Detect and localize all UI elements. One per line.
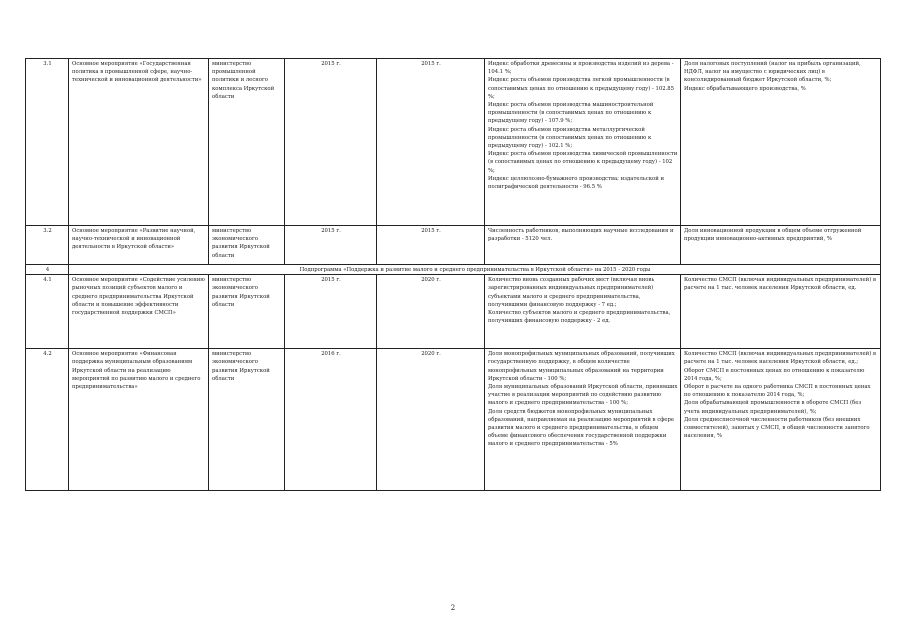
table-row xyxy=(26,275,881,349)
result-item: Индекс роста объемов производства легкой промышленности (в сопоставимых ценах по отношению к предыдущему году) - 102.85 %; xyxy=(488,77,674,100)
result-item: Индекс роста объемов производства химической промышленности (в сопоставимых ценах по отношению к предыдущему году) - 102 %; xyxy=(488,151,678,174)
executor: министерство экономического развития Иркутской области xyxy=(209,349,285,491)
event-name: Основное мероприятие «Содействие усилению рыночных позиций субъектов малого и среднего предпринимательства Иркутской области и повышение эффективности государственной поддержки СМСП» xyxy=(69,275,209,349)
indicator-item: Доля обрабатывающей промышленности в обороте СМСП (без учета индивидуальных предпринимателей), %; xyxy=(684,400,862,415)
result-item: Индекс обработки древесины и производства изделий из дерева - 104.1 %; xyxy=(488,61,674,76)
row-number: 4.2 xyxy=(26,349,69,491)
end-year: 2020 г. xyxy=(377,349,485,491)
end-year: 2020 г. xyxy=(377,275,485,349)
event-name: Основное мероприятие «Развитие научной, научно-технической и инновационной деятельности в Иркутской области» xyxy=(69,226,209,265)
event-name: Основное мероприятие «Финансовая поддержка муниципальным образованиям Иркутской области на реализацию мероприятий по развитию малого и среднего предпринимательства» xyxy=(69,349,209,491)
result-item: Индекс целлюлозно-бумажного производства; издательской и полиграфической деятельности - 96.5 % xyxy=(488,175,664,191)
indicator-item: Оборот в расчете на одного работника СМСП в постоянных ценах по отношению к показателю 2014 года, %; xyxy=(684,384,871,399)
start-year: 2016 г. xyxy=(285,349,377,491)
table-row xyxy=(26,59,881,226)
result-item: Индекс роста объемов производства металлургической промышленности (в сопоставимых ценах по отношению к предыдущему году) - 102.1 %; xyxy=(488,126,652,150)
page-number: 2 xyxy=(450,604,456,612)
expected-results xyxy=(485,59,681,226)
executor: министерство экономического развития Иркутской области xyxy=(209,275,285,349)
indicator-item: Индекс обрабатывающего производства, % xyxy=(684,85,806,92)
result-item: Доля монопрофильных муниципальных образований, получивших государственную поддержку, в общем количестве монопрофильных муниципальных образований на территории Иркутской области - 100 %; xyxy=(488,351,675,382)
target-indicators xyxy=(681,226,881,265)
indicator-item: Количество СМСП (включая индивидуальных предпринимателей) в расчете на 1 тыс. человек населения Иркутской области, ед. xyxy=(684,277,876,292)
target-indicators xyxy=(681,59,881,226)
start-year: 2015 г. xyxy=(285,275,377,349)
result-item: Количество вновь созданных рабочих мест (включая вновь зарегистрированных индивидуальных предпринимателей) субъектами малого и среднего предпринимательства, получившими финансовую поддержку - 7 ед.; xyxy=(488,277,655,308)
indicator-item: Доля инновационной продукции в общем объеме отгруженной продукции инновационно-активных предприятий, % xyxy=(684,228,862,243)
subprogram-title: Подпрограмма «Поддержка и развитие малого и среднего предпринимательства в Иркутской области» на 2015 - 2020 годы xyxy=(69,265,881,275)
start-year: 2015 г. xyxy=(285,59,377,226)
executor: министерство промышленной политики и лесного комплекса Иркутской области xyxy=(209,59,285,226)
expected-results xyxy=(485,349,681,491)
subprogram-number: 4 xyxy=(26,265,69,275)
row-number: 4.1 xyxy=(26,275,69,349)
table-row xyxy=(26,349,881,491)
indicator-item: Доля среднесписочной численности работников (без внешних совместителей), занятых у СМСП, в общей численности занятого населения, % xyxy=(684,416,870,440)
target-indicators xyxy=(681,349,881,491)
end-year: 2015 г. xyxy=(377,226,485,265)
row-number: 3.1 xyxy=(26,59,69,226)
result-item: Доля средств бюджетов монопрофильных муниципальных образований, направляемая на реализацию мероприятий в сфере развития малого и среднего предпринимательства, в общем объеме финансового обеспечения государственной поддержки малого и среднего предпринимательства - 5% xyxy=(488,408,674,448)
end-year: 2015 г. xyxy=(377,59,485,226)
indicator-item: Оборот СМСП в постоянных ценах по отношению к показателю 2014 года, %; xyxy=(684,367,865,382)
target-indicators xyxy=(681,275,881,349)
result-item: Количество субъектов малого и среднего предпринимательства, получивших финансовую поддержку - 2 ед. xyxy=(488,310,671,325)
start-year: 2015 г. xyxy=(285,226,377,265)
indicator-item: Количество СМСП (включая индивидуальных предпринимателей) в расчете на 1 тыс. человек населения Иркутской области, ед.; xyxy=(684,351,876,366)
result-item: Численность работников, выполняющих научные исследования и разработки - 5120 чел. xyxy=(488,228,674,243)
result-item: Индекс роста объемов производства машиностроительной промышленности (в сопоставимых ценах по отношению к предыдущему году) - 107.9 %; xyxy=(488,102,654,125)
indicator-item: Доля налоговых поступлений (налог на прибыль организаций, НДФЛ, налог на имущество с юридических лиц) в консолидированный бюджет Иркутской области, %; xyxy=(684,61,861,84)
expected-results xyxy=(485,226,681,265)
expected-results xyxy=(485,275,681,349)
result-item: Доля муниципальных образований Иркутской области, принявших участие в реализации мероприятий по содействию развитию малого и среднего предпринимательства - 100 %; xyxy=(488,384,678,407)
event-name: Основное мероприятие «Государственная политика в промышленной сфере, научно-технической и инновационной деятельности» xyxy=(69,59,209,226)
row-number: 3.2 xyxy=(26,226,69,265)
table-row xyxy=(26,226,881,265)
subprogram-row xyxy=(26,265,881,275)
executor: министерство экономического развития Иркутской области xyxy=(209,226,285,265)
program-events-table xyxy=(25,58,881,491)
